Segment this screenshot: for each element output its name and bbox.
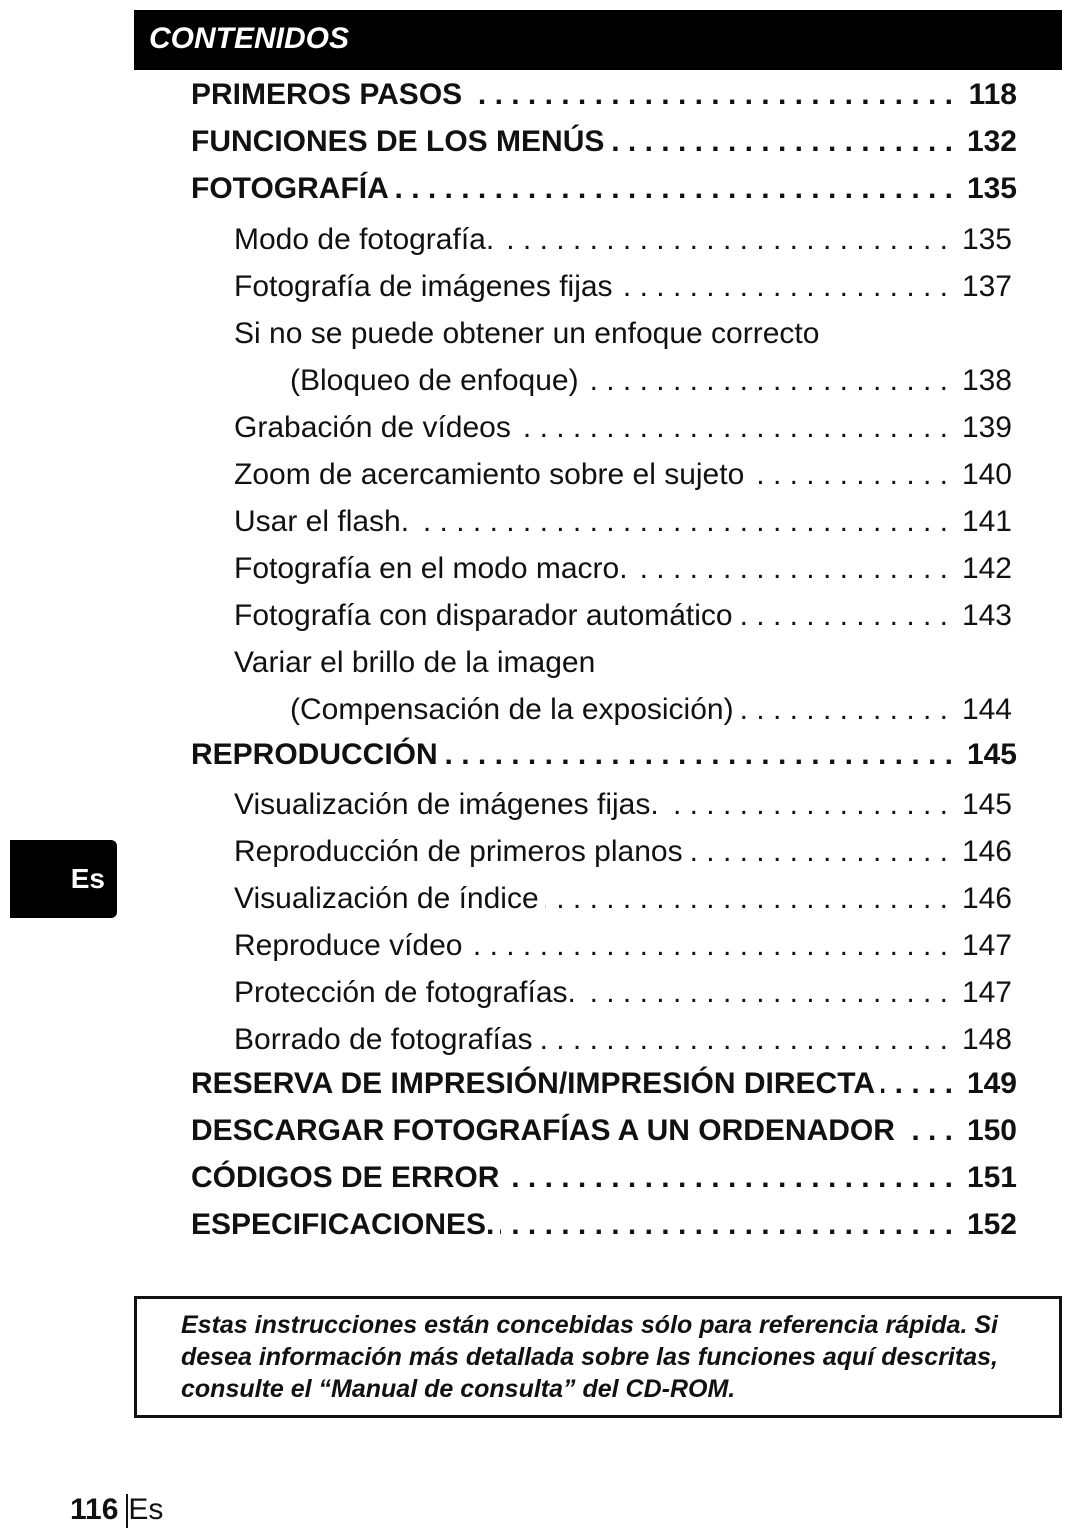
toc-entry-page: 152 (966, 1208, 1017, 1241)
section-header-bar (134, 10, 1062, 70)
toc-dot-leader (517, 411, 948, 445)
section-title: CONTENIDOS (149, 22, 350, 55)
toc-dot-leader (881, 1067, 953, 1101)
toc-dot-leader (689, 835, 948, 869)
toc-entry-page: 132 (966, 125, 1017, 158)
toc-entry-page: 139 (961, 411, 1012, 444)
toc-entry-title: (Compensación de la exposición) (290, 693, 734, 726)
toc-dot-leader (545, 882, 948, 916)
toc-entry-page: 147 (961, 976, 1012, 1009)
toc-entry (234, 411, 1012, 453)
toc-entry (234, 223, 1012, 265)
toc-entry-title: Usar el flash. (234, 505, 410, 538)
toc-dot-leader (634, 552, 948, 586)
toc-entry-title: Reproducción de primeros planos (234, 835, 683, 868)
toc-entry-page: 140 (961, 458, 1012, 491)
toc-entry-page: 149 (966, 1067, 1017, 1100)
toc-entry (191, 738, 1017, 780)
toc-entry (234, 976, 1012, 1018)
toc-entry-title: Zoom de acercamiento sobre el sujeto (234, 458, 745, 491)
toc-entry-title: DESCARGAR FOTOGRAFÍAS A UN ORDENADOR (191, 1114, 895, 1147)
toc-entry (234, 458, 1012, 500)
reference-note-text: Estas instrucciones están concebidas sólo para referencia rápida. Si desea información más detallada sobre las funciones aquí descritas, consulte el “Manual de consulta” del CD-ROM. (181, 1311, 998, 1403)
toc-entry-title: REPRODUCCIÓN (191, 738, 438, 771)
toc-entry-page: 145 (966, 738, 1017, 771)
toc-entry-page: 150 (966, 1114, 1017, 1147)
toc-entry-page: 144 (961, 693, 1012, 726)
toc-entry-title: Visualización de índice (234, 882, 539, 915)
toc-entry (191, 172, 1017, 214)
toc-entry-page: 141 (961, 505, 1012, 538)
toc-entry (191, 1067, 1017, 1109)
toc-entry-title: RESERVA DE IMPRESIÓN/IMPRESIÓN DIRECTA (191, 1067, 875, 1100)
toc-entry-title: Fotografía con disparador automático (234, 599, 733, 632)
toc-entry-page: 135 (966, 172, 1017, 205)
reference-note-box (134, 1296, 1062, 1418)
toc-entry-page: 146 (961, 882, 1012, 915)
toc-entry-title: FOTOGRAFÍA (191, 172, 389, 205)
toc-entry (234, 317, 1012, 359)
toc-entry (290, 364, 1012, 406)
toc-dot-leader (610, 125, 953, 159)
toc-dot-leader (539, 1023, 948, 1057)
toc-entry-title: Grabación de vídeos (234, 411, 511, 444)
toc-entry-title: Fotografía en el modo macro. (234, 552, 628, 585)
toc-dot-leader (585, 364, 948, 398)
toc-entry-page: 137 (961, 270, 1012, 303)
page-number: 116 (70, 1493, 119, 1526)
language-tab-label: Es (70, 863, 105, 894)
toc-entry (234, 835, 1012, 877)
toc-entry (234, 505, 1012, 547)
toc-dot-leader (619, 270, 948, 304)
page-footer (70, 1490, 163, 1530)
toc-entry-title: Protección de fotografías. (234, 976, 576, 1009)
toc-entry-page: 143 (961, 599, 1012, 632)
toc-entry (234, 646, 1012, 688)
toc-dot-leader (469, 929, 949, 963)
toc-dot-leader (665, 788, 948, 822)
toc-dot-leader (505, 1161, 953, 1195)
toc-entry-title: ESPECIFICACIONES. (191, 1208, 495, 1241)
toc-entry (191, 125, 1017, 167)
footer-language: Es (128, 1493, 164, 1526)
toc-entry-title: (Bloqueo de enfoque) (290, 364, 579, 397)
toc-entry-page: 148 (961, 1023, 1012, 1056)
toc-entry (234, 552, 1012, 594)
toc-entry-page: 138 (961, 364, 1012, 397)
toc-dot-leader (740, 693, 948, 727)
toc-entry (234, 882, 1012, 924)
toc-entry (191, 1114, 1017, 1156)
toc-entry-page: 151 (966, 1161, 1017, 1194)
toc-dot-leader (750, 458, 948, 492)
toc-dot-leader (901, 1114, 953, 1148)
toc-dot-leader (500, 223, 948, 257)
toc-entry-title: Si no se puede obtener un enfoque correcto (234, 317, 820, 350)
toc-entry (191, 1161, 1017, 1203)
toc-entry-title: Fotografía de imágenes fijas (234, 270, 613, 303)
toc-entry-title: Reproduce vídeo (234, 929, 463, 962)
toc-entry-page: 142 (961, 552, 1012, 585)
toc-entry-title: Visualización de imágenes fijas. (234, 788, 659, 821)
toc-entry-page: 147 (961, 929, 1012, 962)
toc-dot-leader (395, 172, 953, 206)
toc-dot-leader (500, 1208, 953, 1242)
toc-entry-title: FUNCIONES DE LOS MENÚS (191, 125, 605, 158)
toc-entry (234, 1023, 1012, 1065)
toc-entry-page: 135 (961, 223, 1012, 256)
language-tab (10, 840, 117, 918)
toc-entry-title: PRIMEROS PASOS (191, 78, 463, 111)
toc-entry-page: 146 (961, 835, 1012, 868)
toc-entry-title: Variar el brillo de la imagen (234, 646, 596, 679)
toc-entry (234, 599, 1012, 641)
toc-dot-leader (739, 599, 948, 633)
toc-dot-leader (582, 976, 948, 1010)
toc-entry-page: 118 (968, 78, 1017, 111)
toc-entry (234, 788, 1012, 830)
toc-entry-title: Borrado de fotografías (234, 1023, 533, 1056)
toc-entry (290, 693, 1012, 735)
toc-entry-title: CÓDIGOS DE ERROR (191, 1161, 500, 1194)
toc-dot-leader (444, 738, 953, 772)
toc-dot-leader (468, 78, 953, 112)
toc-entry (191, 1208, 1017, 1250)
toc-dot-leader (415, 505, 948, 539)
toc-entry (234, 929, 1012, 971)
toc-entry-title: Modo de fotografía. (234, 223, 495, 256)
toc-entry (191, 78, 1017, 120)
toc-entry-page: 145 (961, 788, 1012, 821)
toc-entry (234, 270, 1012, 312)
